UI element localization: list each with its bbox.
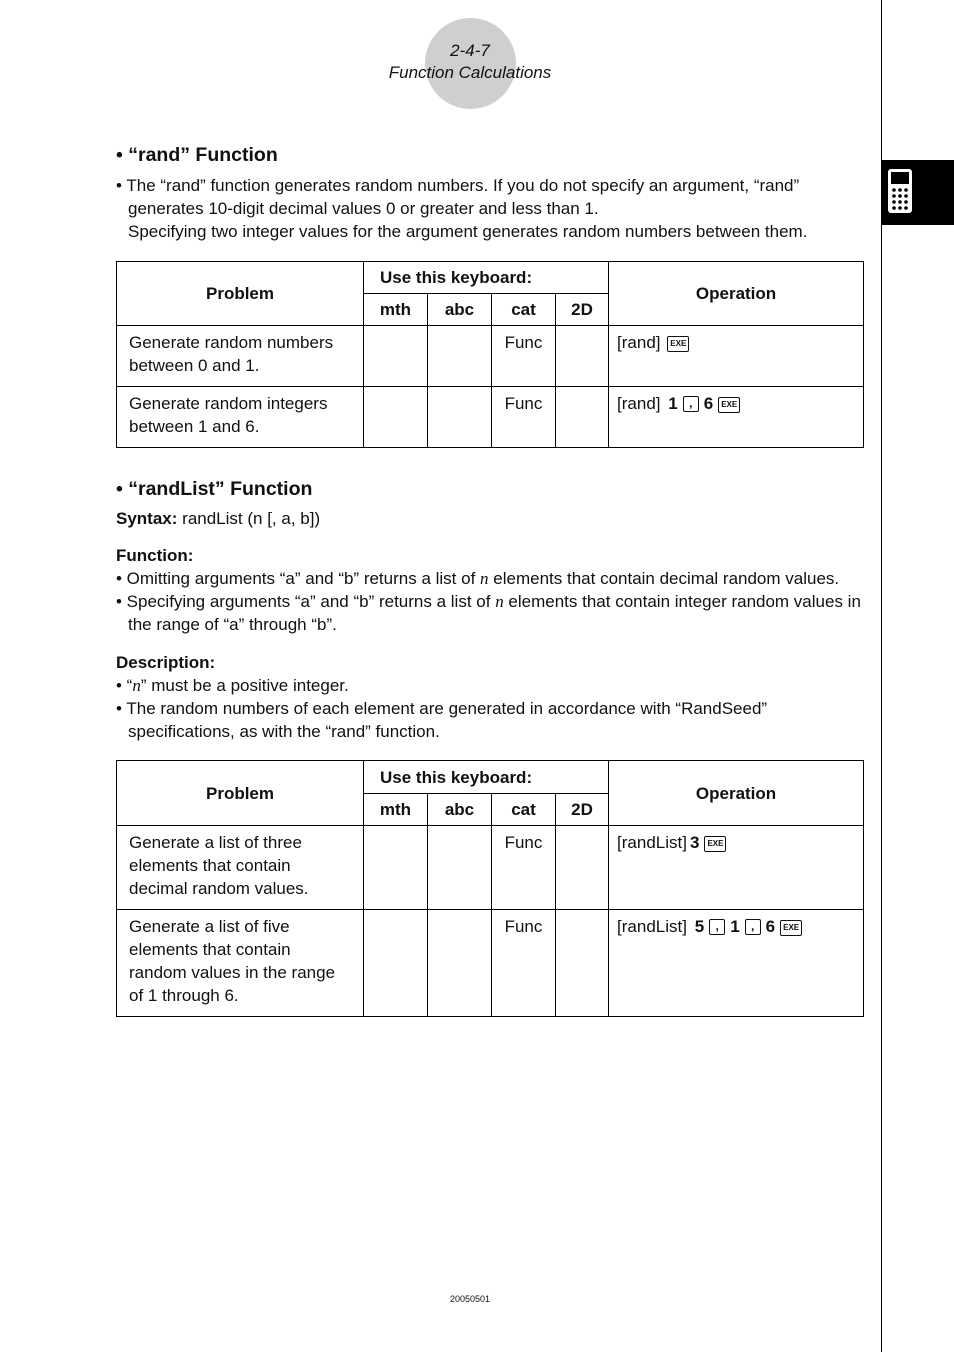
randlist-heading: • “randList” Function: [116, 478, 313, 500]
problem-cell: Generate a list of three elements that contain decimal random values.: [129, 833, 309, 898]
footer-code: 20050501: [449, 1294, 491, 1304]
calculator-icon: [887, 168, 913, 214]
comma-key-icon: ,: [745, 919, 761, 935]
key-6: 6: [765, 917, 776, 936]
col-keyboard: Use this keyboard:: [364, 761, 609, 794]
cat-cell: Func: [504, 333, 543, 352]
function-bullet: • Specifying arguments “a” and “b” returns a list of n elements that contain integer random values in the range of “a” through “b”.: [116, 592, 861, 634]
col-problem: Problem: [117, 262, 364, 326]
randlist-command: [randList]: [617, 917, 687, 936]
rand-heading: • “rand” Function: [116, 144, 278, 166]
exe-key-icon: EXE: [780, 920, 802, 936]
col-operation: Operation: [609, 262, 864, 326]
key-1: 1: [730, 917, 740, 936]
table-row: [117, 826, 864, 910]
table-row: [117, 326, 864, 387]
col-operation: Operation: [609, 761, 864, 826]
exe-key-icon: EXE: [718, 397, 740, 413]
function-label: Function:: [116, 546, 194, 565]
exe-key-icon: EXE: [667, 336, 689, 352]
randlist-command: [randList]: [617, 833, 687, 852]
problem-cell: Generate a list of five elements that contain random values in the range of 1 through 6.: [129, 917, 336, 1005]
operation-cell: [609, 910, 863, 943]
col-mth: mth: [364, 794, 428, 826]
col-problem: Problem: [117, 761, 364, 826]
chapter-tab[interactable]: [882, 160, 954, 225]
page-number: 2-4-7: [450, 41, 490, 60]
rand-command: [rand]: [617, 394, 661, 413]
problem-cell: Generate random numbers between 0 and 1.: [129, 333, 334, 375]
key-6: 6: [703, 394, 714, 413]
syntax-line: [116, 507, 866, 530]
comma-key-icon: ,: [683, 396, 699, 412]
key-1: 1: [668, 394, 678, 413]
col-cat: cat: [492, 294, 556, 326]
col-abc: abc: [428, 794, 492, 826]
cat-cell: Func: [504, 394, 543, 413]
exe-key-icon: EXE: [704, 836, 726, 852]
table-row: [117, 910, 864, 1017]
col-cat: cat: [492, 794, 556, 826]
rand-bullet-continuation: Specifying two integer values for the argument generates random numbers between them.: [128, 222, 808, 241]
cat-cell: Func: [504, 833, 543, 852]
operation-cell: [609, 326, 863, 359]
col-keyboard: Use this keyboard:: [364, 262, 609, 294]
syntax-value: randList (n [, a, b]): [182, 509, 321, 528]
operation-cell: [609, 387, 863, 420]
col-abc: abc: [428, 294, 492, 326]
function-bullet: • Omitting arguments “a” and “b” returns a list of n elements that contain decimal random values.: [116, 569, 840, 588]
page-content: [116, 142, 866, 1017]
rand-command: [rand]: [617, 333, 661, 352]
cat-cell: Func: [504, 917, 543, 936]
problem-cell: Generate random integers between 1 and 6.: [129, 394, 328, 436]
key-5: 5: [694, 917, 705, 936]
syntax-label: Syntax:: [116, 509, 178, 528]
key-3: 3: [689, 833, 700, 852]
col-2d: 2D: [556, 794, 609, 826]
description-bullet: • The random numbers of each element are generated in accordance with “RandSeed” specifications, as with the “rand” function.: [116, 699, 768, 741]
description-bullet: • “n” must be a positive integer.: [116, 676, 349, 695]
section-title: Function Calculations: [388, 63, 552, 82]
col-2d: 2D: [556, 294, 609, 326]
table-row: [117, 387, 864, 448]
rand-bullet: • The “rand” function generates random numbers. If you do not specify an argument, “rand” generates 10-digit decimal values 0 or greater and less than 1.: [116, 176, 800, 218]
rand-table: [116, 261, 864, 448]
randlist-table: [116, 760, 864, 1017]
col-mth: mth: [364, 294, 428, 326]
description-label: Description:: [116, 653, 216, 672]
comma-key-icon: ,: [709, 919, 725, 935]
operation-cell: [609, 826, 863, 859]
